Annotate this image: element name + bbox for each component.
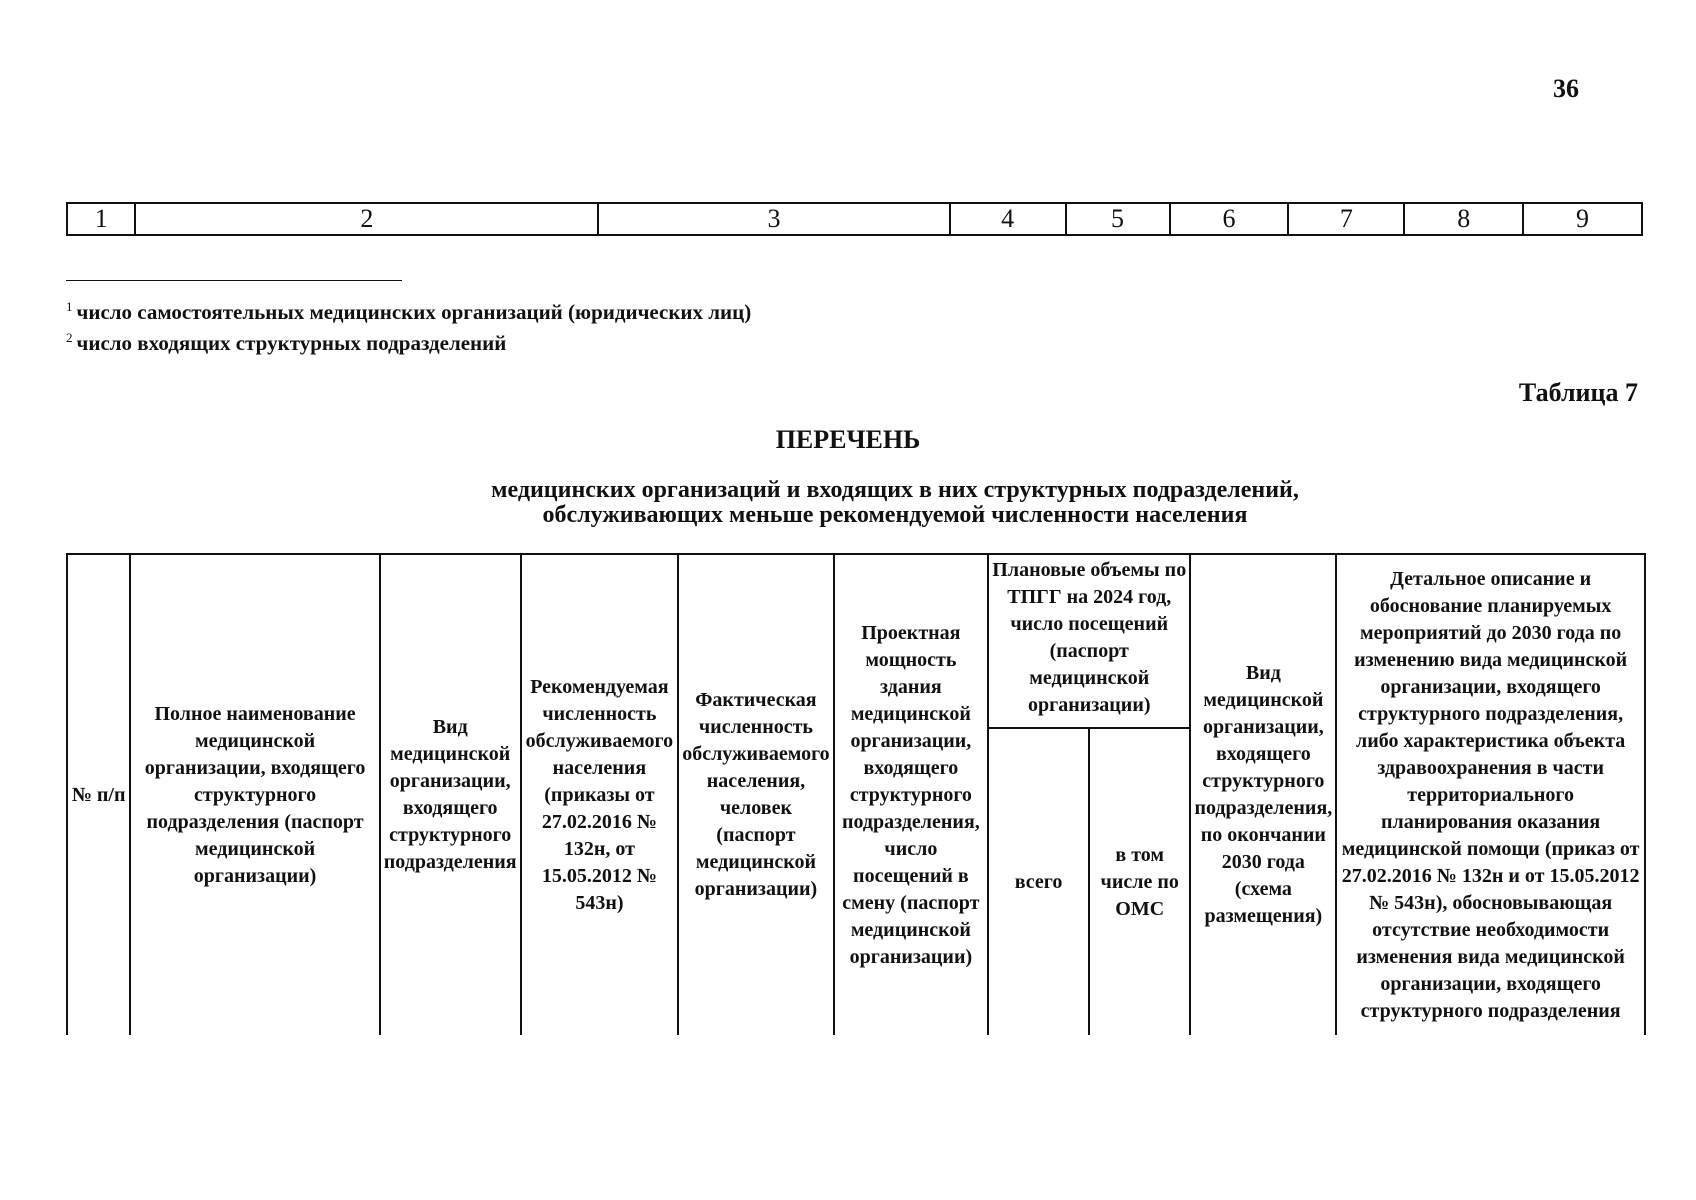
column-number-cell: 1 <box>67 203 135 235</box>
footnotes <box>66 294 751 356</box>
column-number-cell: 4 <box>950 203 1066 235</box>
footnote-mark: 2 <box>66 330 73 345</box>
header-cell-design-capacity: Проектная мощность здания медицинской организации, входящего структурного подразделения, число посещений в смену (паспорт медицинской организации) <box>834 554 988 1035</box>
header-cell-organization-type: Вид медицинской организации, входящего структурного подразделения <box>380 554 521 1035</box>
header-cell-planned-total: всего <box>988 728 1089 1035</box>
footnote-item <box>66 325 751 356</box>
column-number-cell: 7 <box>1288 203 1404 235</box>
footnote-item <box>66 294 751 325</box>
footnote-divider <box>66 280 402 281</box>
page-number: 36 <box>1553 74 1579 103</box>
subtitle-line: медицинских организаций и входящих в них структурных подразделений, <box>491 477 1299 503</box>
column-number-cell: 6 <box>1170 203 1289 235</box>
subtitle-line: обслуживающих меньше рекомендуемой численности населения <box>542 502 1248 528</box>
footnote-text: число самостоятельных медицинских организаций (юридических лиц) <box>76 300 752 324</box>
header-cell-detailed-description: Детальное описание и обоснование планируемых мероприятий до 2030 года по изменению вида медицинской организации, входящего структурного подразделения, либо характеристика объекта здравоохранения в части территориального планирования оказания медицинской помощи (приказ от 27.02.2016 № 132н и от 15.05.2012 № 543н), обосновывающая отсутствие необходимости изменения вида медицинской организации, входящего структурного подразделения <box>1336 554 1645 1035</box>
header-cell-type-by-2030: Вид медицинской организации, входящего структурного подразделения, по окончании 2030 года (схема размещения) <box>1190 554 1336 1035</box>
column-number-row <box>66 202 1643 236</box>
header-cell-planned-oms: в том числе по ОМС <box>1089 728 1190 1035</box>
document-title: ПЕРЕЧЕНЬ <box>775 425 921 454</box>
header-cell-number: № п/п <box>67 554 130 1035</box>
header-cell-recommended-population: Рекомендуемая численность обслуживаемого населения (приказы от 27.02.2016 № 132н, от 15.05.2012 № 543н) <box>521 554 679 1035</box>
column-number-cell: 8 <box>1404 203 1523 235</box>
header-cell-planned-volumes: Плановые объемы по ТПГГ на 2024 год, число посещений (паспорт медицинской организации) <box>988 554 1190 728</box>
footnote-mark: 1 <box>66 299 73 314</box>
document-subtitle <box>390 478 1400 528</box>
table-label: Таблица 7 <box>1518 378 1638 407</box>
header-cell-full-name: Полное наименование медицинской организации, входящего структурного подразделения (паспорт медицинской организации) <box>130 554 379 1035</box>
column-number-cell: 3 <box>598 203 949 235</box>
header-cell-actual-population: Фактическая численность обслуживаемого населения, человек (паспорт медицинской организации) <box>678 554 833 1035</box>
column-number-cell: 2 <box>135 203 598 235</box>
column-number-cell: 9 <box>1523 203 1642 235</box>
footnote-text: число входящих структурных подразделений <box>76 331 507 355</box>
column-number-cell: 5 <box>1066 203 1170 235</box>
organizations-table-header <box>66 553 1646 1035</box>
